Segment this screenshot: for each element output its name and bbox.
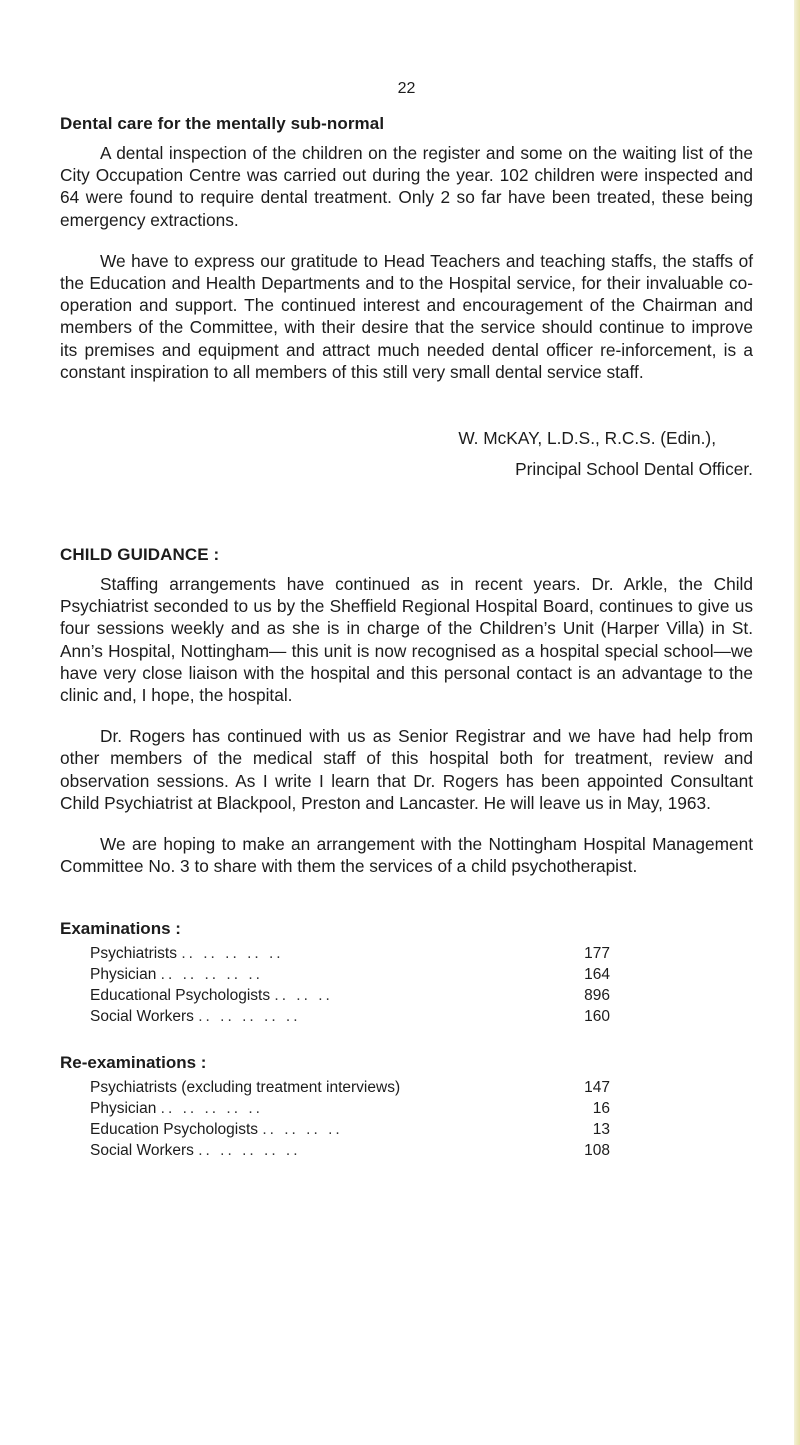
child-guidance-paragraph-1: Staffing arrangements have continued as in recent years. Dr. Arkle, the Child Psychiatrist seconded to us by the Sheffield Regional Hospital Board, continues to give us four sessions weekly and as she is in charge of the Children’s Unit (Harper Villa) in St. Ann’s Hospital, Nottingham— this unit is now recognised as a hospital special school—we have very close liaison with the hospital and this personal contact is an advantage to the clinic and, I hope, the hospital. (60, 574, 753, 706)
row-value: 896 (584, 987, 610, 1005)
re-examinations-table (90, 1077, 610, 1161)
child-guidance-paragraph-2: Dr. Rogers has continued with us as Senior Registrar and we have had help from other members of the medical staff of this hospital both for treatment, review and observation sessions. As I write I learn that Dr. Rogers has been appointed Consultant Child Psychiatrist at Blackpool, Preston and Lancaster. He will leave us in May, 1963. (60, 726, 753, 813)
row-value: 16 (592, 1100, 610, 1118)
dental-heading: Dental care for the mentally sub-normal (60, 114, 385, 133)
page-edge (794, 0, 800, 1445)
table-row (90, 943, 610, 964)
child-guidance-paragraph-3: We are hoping to make an arrangement with the Nottingham Hospital Management Committee No. 3 to share with them the services of a child psychotherapist. (60, 834, 753, 877)
row-value: 13 (592, 1121, 610, 1139)
table-row (90, 1119, 610, 1140)
table-row (90, 1140, 610, 1161)
examinations-table (90, 943, 610, 1027)
signature-title: Principal School Dental Officer. (515, 459, 753, 480)
re-examinations-heading: Re-examinations : (60, 1053, 207, 1073)
row-value: 147 (584, 1079, 610, 1097)
row-label: Physician (90, 1100, 157, 1118)
row-value: 164 (584, 966, 610, 984)
table-row (90, 985, 610, 1006)
table-row (90, 964, 610, 985)
row-value: 177 (584, 945, 610, 963)
dot-leader: .. .. .. .. .. (181, 945, 284, 963)
row-label: Educational Psychologists (90, 987, 271, 1005)
dot-leader: .. .. .. .. .. (160, 1100, 263, 1118)
document-page (60, 80, 753, 1161)
row-label: Psychiatrists (excluding treatment interviews) (90, 1079, 401, 1097)
dental-paragraph-1: A dental inspection of the children on the register and some on the waiting list of the City Occupation Centre was carried out during the year. 102 children were inspected and 64 were found to require dental treatment. Only 2 so far have been treated, these being emergency extractions. (60, 143, 753, 230)
examinations-heading: Examinations : (60, 919, 181, 939)
dot-leader: .. .. .. (274, 987, 333, 1005)
row-label: Psychiatrists (90, 945, 177, 963)
row-label: Physician (90, 966, 157, 984)
dental-paragraph-2: We have to express our gratitude to Head Teachers and teaching staffs, the staffs of the Education and Health Departments and to the Hospital service, for their invaluable co-operation and support. The continued interest and encouragement of the Chairman and members of the Committee, with their desire that the service should continue to improve its premises and equipment and attract much needed dental officer re-inforcement, is a constant inspiration to all members of this still very small dental service staff. (60, 250, 753, 382)
row-label: Social Workers (90, 1008, 194, 1026)
signature-block (60, 423, 753, 485)
table-row (90, 1006, 610, 1027)
row-value: 160 (584, 1008, 610, 1026)
re-examinations-section (60, 1053, 753, 1161)
dot-leader: .. .. .. .. (262, 1121, 343, 1139)
dot-leader: .. .. .. .. .. (198, 1008, 301, 1026)
dot-leader: .. .. .. .. .. (160, 966, 263, 984)
dot-leader: .. .. .. .. .. (198, 1142, 301, 1160)
table-row (90, 1077, 610, 1098)
table-row (90, 1098, 610, 1119)
child-guidance-heading: CHILD GUIDANCE : (60, 545, 220, 565)
examinations-section (60, 919, 753, 1027)
signature-name: W. McKAY, L.D.S., R.C.S. (Edin.), (458, 428, 716, 449)
row-label: Education Psychologists (90, 1121, 259, 1139)
row-value: 108 (584, 1142, 610, 1160)
page-number: 22 (397, 80, 416, 97)
row-label: Social Workers (90, 1142, 194, 1160)
